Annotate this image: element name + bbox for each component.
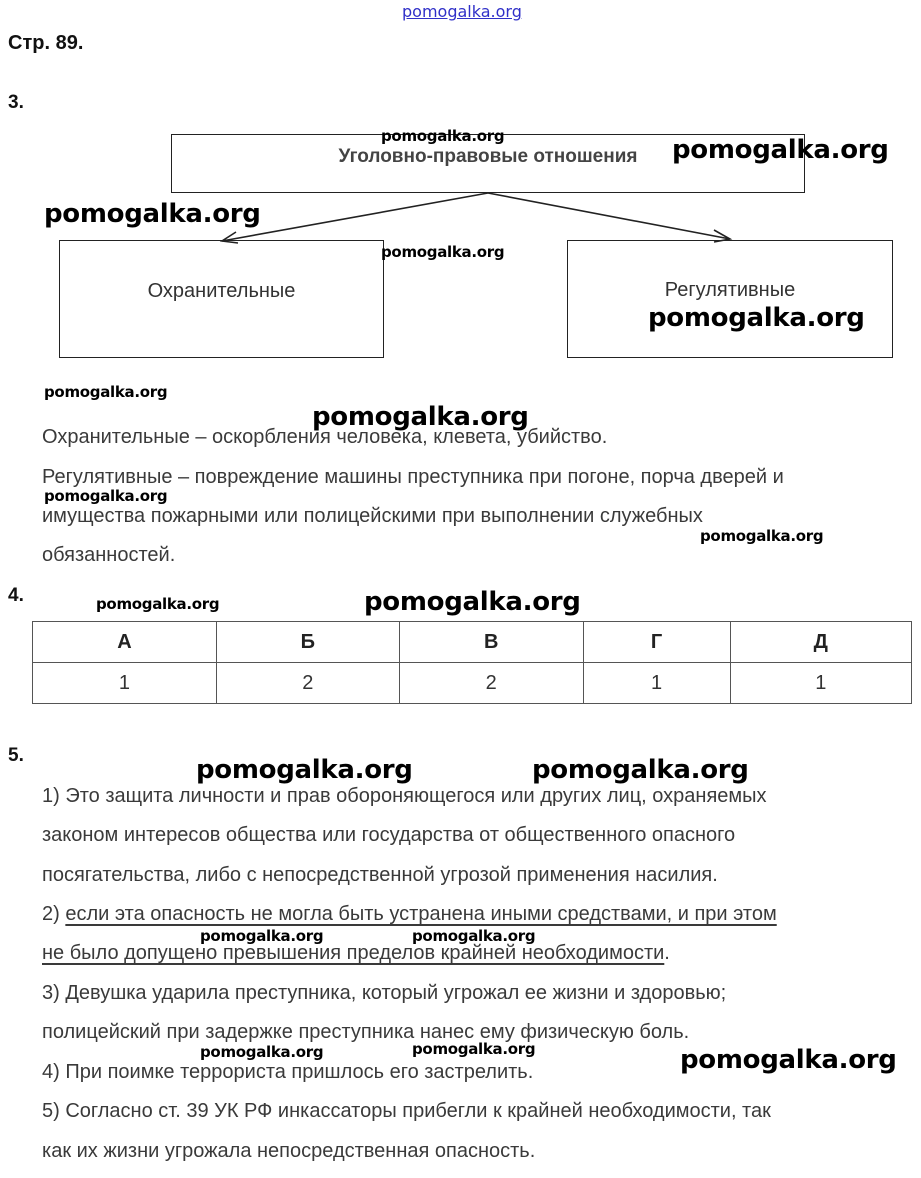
task5-line-5-period: .: [664, 942, 670, 964]
task5-line-1: 1) Это защита личности и прав обороняющегося или других лиц, охраняемых: [42, 785, 767, 807]
watermark: pomogalka.org: [412, 1040, 536, 1058]
task5-line-10: как их жизни угрожала непосредственная опасность.: [42, 1140, 536, 1162]
table-cell: 1: [33, 663, 217, 704]
answer-table: [32, 621, 912, 704]
task3-line-2: Регулятивные – повреждение машины преступника при погоне, порча дверей и: [42, 466, 784, 488]
task4-number: 4.: [8, 585, 24, 606]
task5-line-4: [42, 895, 777, 934]
page-label: Стр. 89.: [8, 32, 84, 54]
watermark: pomogalka.org: [680, 1045, 897, 1075]
task5-line-5: [42, 934, 670, 973]
arrow-left-line: [222, 193, 488, 241]
watermark: pomogalka.org: [44, 487, 168, 505]
table-header-row: [33, 622, 912, 663]
watermark: pomogalka.org: [672, 135, 889, 165]
watermark: pomogalka.org: [200, 927, 324, 945]
task5-line-7: полицейский при задержке преступника нанес ему физическую боль.: [42, 1021, 690, 1043]
diagram-box-left: [59, 240, 384, 358]
watermark: pomogalka.org: [364, 587, 581, 617]
task3-line-3: имущества пожарными или полицейскими при выполнении служебных: [42, 505, 703, 527]
diagram-top-label: Уголовно-правовые отношения: [338, 145, 638, 167]
diagram-left-label: Охранительные: [147, 279, 296, 302]
table-header-cell: Б: [216, 622, 399, 663]
table-row: [33, 663, 912, 704]
watermark-link-top[interactable]: pomogalka.org: [402, 2, 522, 21]
watermark: pomogalka.org: [44, 383, 168, 401]
task5-line-9: 5) Согласно ст. 39 УК РФ инкассаторы прибегли к крайней необходимости, так: [42, 1100, 771, 1122]
watermark: pomogalka.org: [700, 527, 824, 545]
watermark: pomogalka.org: [196, 755, 413, 785]
diagram-box-right: [567, 240, 893, 358]
watermark: pomogalka.org: [381, 127, 505, 145]
task5-line-4-underlined: если эта опасность не могла быть устранена иными средствами, и при этом: [65, 903, 777, 925]
task5-number: 5.: [8, 745, 24, 766]
task5-line-2: законом интересов общества или государства от общественного опасного: [42, 824, 736, 846]
task3-number: 3.: [8, 92, 24, 113]
task3-line-4: обязанностей.: [42, 544, 176, 566]
table-header-cell: А: [33, 622, 217, 663]
task5-line-6: 3) Девушка ударила преступника, который угрожал ее жизни и здоровью;: [42, 982, 727, 1004]
watermark: pomogalka.org: [44, 199, 261, 229]
table-header-cell: Г: [583, 622, 730, 663]
watermark: pomogalka.org: [412, 927, 536, 945]
arrow-right-line: [488, 193, 730, 239]
table-cell: 1: [730, 663, 911, 704]
task5-line-8: 4) При поимке террориста пришлось его застрелить.: [42, 1061, 534, 1083]
watermark: pomogalka.org: [648, 303, 865, 333]
watermark: pomogalka.org: [200, 1043, 324, 1061]
task5-line-5-underlined: не было допущено превышения пределов крайней необходимости: [42, 942, 665, 964]
table-cell: 2: [399, 663, 583, 704]
table-header-cell: В: [399, 622, 583, 663]
watermark: pomogalka.org: [381, 243, 505, 261]
task3-line-1: Охранительные – оскорбления человека, клевета, убийство.: [42, 426, 608, 448]
watermark: pomogalka.org: [96, 595, 220, 613]
watermark: pomogalka.org: [532, 755, 749, 785]
task5-line-4-prefix: 2): [42, 903, 66, 925]
table-cell: 2: [216, 663, 399, 704]
table-cell: 1: [583, 663, 730, 704]
diagram-right-label: Регулятивные: [664, 278, 796, 301]
table-header-cell: Д: [730, 622, 911, 663]
task5-line-3: посягательства, либо с непосредственной угрозой применения насилия.: [42, 864, 718, 886]
watermark: pomogalka.org: [312, 402, 529, 432]
